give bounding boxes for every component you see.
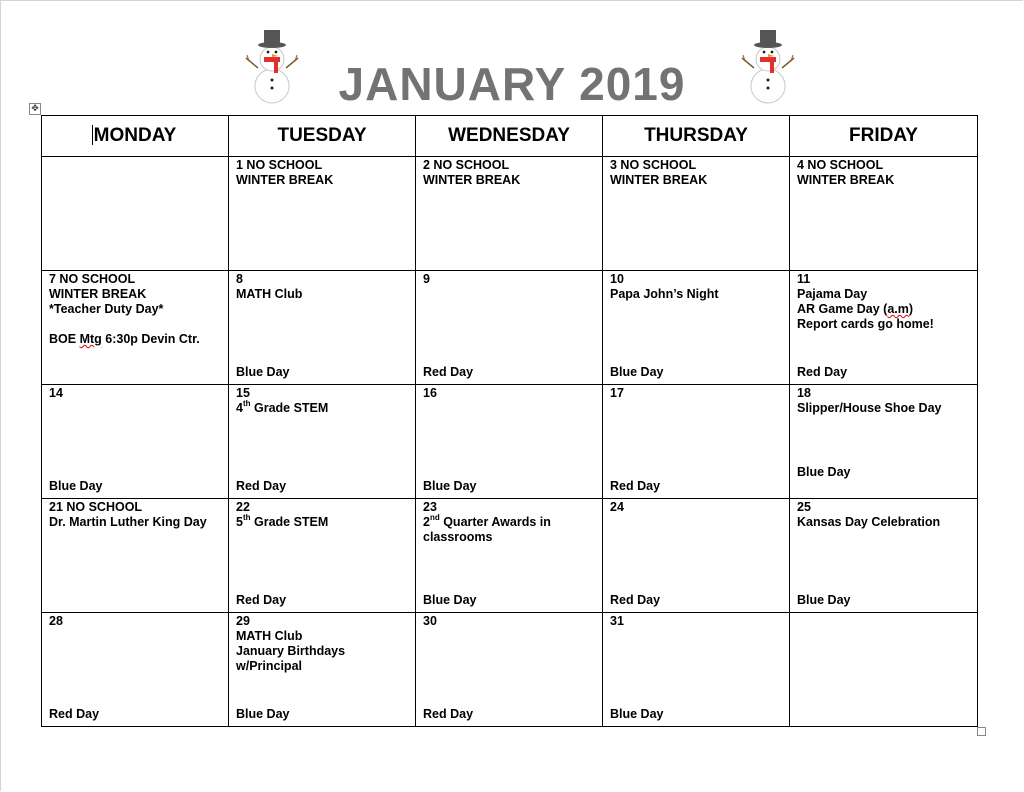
day-color-label: Blue Day bbox=[236, 707, 290, 721]
event-text: WINTER BREAK bbox=[236, 173, 334, 187]
day-color-label: Blue Day bbox=[610, 365, 664, 379]
day-cell-thursday[interactable] bbox=[603, 271, 790, 385]
day-cell-wednesday[interactable] bbox=[416, 499, 603, 613]
day-color-label: Red Day bbox=[236, 593, 287, 607]
day-color-label: Red Day bbox=[423, 707, 474, 721]
day-cell-content bbox=[229, 157, 415, 270]
day-color-label: Red Day bbox=[49, 707, 100, 721]
event-text: classrooms bbox=[423, 530, 493, 544]
event-text: 2nd Quarter Awards in bbox=[423, 512, 551, 529]
day-cell-wednesday[interactable] bbox=[416, 613, 603, 727]
day-color-label: Blue Day bbox=[423, 593, 477, 607]
date-label: 30 bbox=[423, 614, 437, 628]
day-cell-content bbox=[42, 157, 228, 270]
day-cell-friday[interactable] bbox=[790, 499, 978, 613]
event-text: Pajama Day bbox=[797, 287, 868, 301]
text-cursor bbox=[92, 125, 93, 145]
day-cell-thursday[interactable] bbox=[603, 385, 790, 499]
day-cell-content bbox=[603, 613, 789, 726]
date-label: 25 bbox=[797, 500, 811, 514]
day-cell-content bbox=[229, 385, 415, 498]
weekday-header-wednesday[interactable]: WEDNESDAY bbox=[416, 116, 603, 157]
day-cell-tuesday[interactable] bbox=[229, 157, 416, 271]
day-color-label: Blue Day bbox=[49, 479, 103, 493]
day-cell-friday[interactable] bbox=[790, 613, 978, 727]
day-color-label: Red Day bbox=[423, 365, 474, 379]
event-text: Report cards go home! bbox=[797, 317, 934, 331]
day-cell-thursday[interactable] bbox=[603, 613, 790, 727]
weekday-header-monday[interactable]: MONDAY bbox=[42, 116, 229, 157]
event-text: WINTER BREAK bbox=[797, 173, 895, 187]
day-cell-content bbox=[416, 499, 602, 612]
day-cell-content bbox=[790, 613, 977, 726]
date-label: 1 NO SCHOOL bbox=[236, 158, 323, 172]
day-color-label: Blue Day bbox=[610, 707, 664, 721]
date-label: 16 bbox=[423, 386, 437, 400]
date-label: 4 NO SCHOOL bbox=[797, 158, 884, 172]
event-text: 4th Grade STEM bbox=[236, 398, 329, 415]
date-label: 15 bbox=[236, 386, 250, 400]
event-text bbox=[49, 317, 222, 332]
day-color-label: Red Day bbox=[236, 479, 287, 493]
event-text: Slipper/House Shoe Day bbox=[797, 401, 942, 415]
day-cell-content bbox=[603, 271, 789, 384]
day-cell-content bbox=[42, 271, 228, 384]
date-label: 10 bbox=[610, 272, 624, 286]
day-cell-monday[interactable] bbox=[42, 613, 229, 727]
day-cell-thursday[interactable] bbox=[603, 157, 790, 271]
day-cell-friday[interactable] bbox=[790, 385, 978, 499]
day-cell-monday[interactable] bbox=[42, 499, 229, 613]
day-cell-wednesday[interactable] bbox=[416, 385, 603, 499]
day-color-label: Blue Day bbox=[423, 479, 477, 493]
event-text: Papa John’s Night bbox=[610, 287, 719, 301]
date-label: 31 bbox=[610, 614, 624, 628]
day-cell-friday[interactable] bbox=[790, 271, 978, 385]
weekday-header-friday[interactable]: FRIDAY bbox=[790, 116, 978, 157]
date-label: 22 bbox=[236, 500, 250, 514]
day-color-label: Blue Day bbox=[797, 593, 851, 607]
day-cell-friday[interactable] bbox=[790, 157, 978, 271]
date-label: 18 bbox=[797, 386, 811, 400]
calendar-table bbox=[41, 115, 978, 727]
day-cell-content bbox=[416, 271, 602, 384]
day-cell-content bbox=[790, 271, 977, 384]
event-text: MATH Club bbox=[236, 629, 303, 643]
table-resize-handle[interactable] bbox=[977, 727, 986, 736]
day-cell-content bbox=[42, 385, 228, 498]
day-color-label: Blue Day bbox=[797, 465, 851, 479]
day-cell-content bbox=[790, 385, 977, 498]
date-label: 8 bbox=[236, 272, 243, 286]
event-text: WINTER BREAK bbox=[610, 173, 708, 187]
day-cell-content bbox=[229, 271, 415, 384]
event-text: MATH Club bbox=[236, 287, 303, 301]
date-label: 9 bbox=[423, 272, 430, 286]
weekday-header-row bbox=[42, 116, 978, 157]
event-text: January Birthdays bbox=[236, 644, 346, 658]
week-row bbox=[42, 157, 978, 271]
date-label: 11 bbox=[797, 272, 811, 286]
date-label: 24 bbox=[610, 500, 624, 514]
week-row bbox=[42, 385, 978, 499]
event-text: w/Principal bbox=[236, 659, 302, 673]
page-title: JANUARY 2019 bbox=[338, 58, 686, 110]
day-cell-content bbox=[603, 385, 789, 498]
date-label: 28 bbox=[49, 614, 63, 628]
week-row bbox=[42, 613, 978, 727]
day-color-label: Red Day bbox=[797, 365, 848, 379]
day-cell-monday[interactable] bbox=[42, 385, 229, 499]
event-text: BOE Mtg 6:30p Devin Ctr. bbox=[49, 332, 200, 346]
day-cell-content bbox=[416, 613, 602, 726]
day-cell-content bbox=[229, 499, 415, 612]
event-text: WINTER BREAK bbox=[423, 173, 521, 187]
event-text: WINTER BREAK bbox=[49, 287, 147, 301]
date-label: 14 bbox=[49, 386, 63, 400]
date-label: 29 bbox=[236, 614, 250, 628]
day-cell-thursday[interactable] bbox=[603, 499, 790, 613]
event-text: AR Game Day (a.m) bbox=[797, 302, 914, 316]
event-text: *Teacher Duty Day* bbox=[49, 302, 164, 316]
day-color-label: Blue Day bbox=[236, 365, 290, 379]
day-cell-tuesday[interactable] bbox=[229, 499, 416, 613]
event-text: 5th Grade STEM bbox=[236, 512, 329, 529]
date-label: 7 NO SCHOOL bbox=[49, 272, 136, 286]
date-label: 3 NO SCHOOL bbox=[610, 158, 697, 172]
day-cell-tuesday[interactable] bbox=[229, 385, 416, 499]
day-cell-content bbox=[42, 613, 228, 726]
day-cell-content bbox=[416, 157, 602, 270]
weekday-header-thursday[interactable]: THURSDAY bbox=[603, 116, 790, 157]
day-cell-content bbox=[42, 499, 228, 612]
day-cell-content bbox=[790, 157, 977, 270]
day-cell-monday[interactable] bbox=[42, 271, 229, 385]
day-color-label: Red Day bbox=[610, 479, 661, 493]
day-cell-content bbox=[416, 385, 602, 498]
day-cell-tuesday[interactable] bbox=[229, 271, 416, 385]
day-cell-tuesday[interactable] bbox=[229, 613, 416, 727]
table-move-handle-icon[interactable]: ✥ bbox=[29, 103, 41, 115]
day-cell-wednesday[interactable] bbox=[416, 271, 603, 385]
day-color-label: Red Day bbox=[610, 593, 661, 607]
day-cell-content bbox=[603, 499, 789, 612]
date-label: 2 NO SCHOOL bbox=[423, 158, 510, 172]
weekday-header-tuesday[interactable]: TUESDAY bbox=[229, 116, 416, 157]
event-text: Kansas Day Celebration bbox=[797, 515, 941, 529]
day-cell-content bbox=[603, 157, 789, 270]
event-text: Dr. Martin Luther King Day bbox=[49, 515, 207, 529]
date-label: 23 bbox=[423, 500, 437, 514]
day-cell-monday[interactable] bbox=[42, 157, 229, 271]
week-row bbox=[42, 271, 978, 385]
date-label: 17 bbox=[610, 386, 624, 400]
day-cell-content bbox=[790, 499, 977, 612]
date-label: 21 NO SCHOOL bbox=[49, 500, 143, 514]
day-cell-wednesday[interactable] bbox=[416, 157, 603, 271]
day-cell-content bbox=[229, 613, 415, 726]
week-row bbox=[42, 499, 978, 613]
